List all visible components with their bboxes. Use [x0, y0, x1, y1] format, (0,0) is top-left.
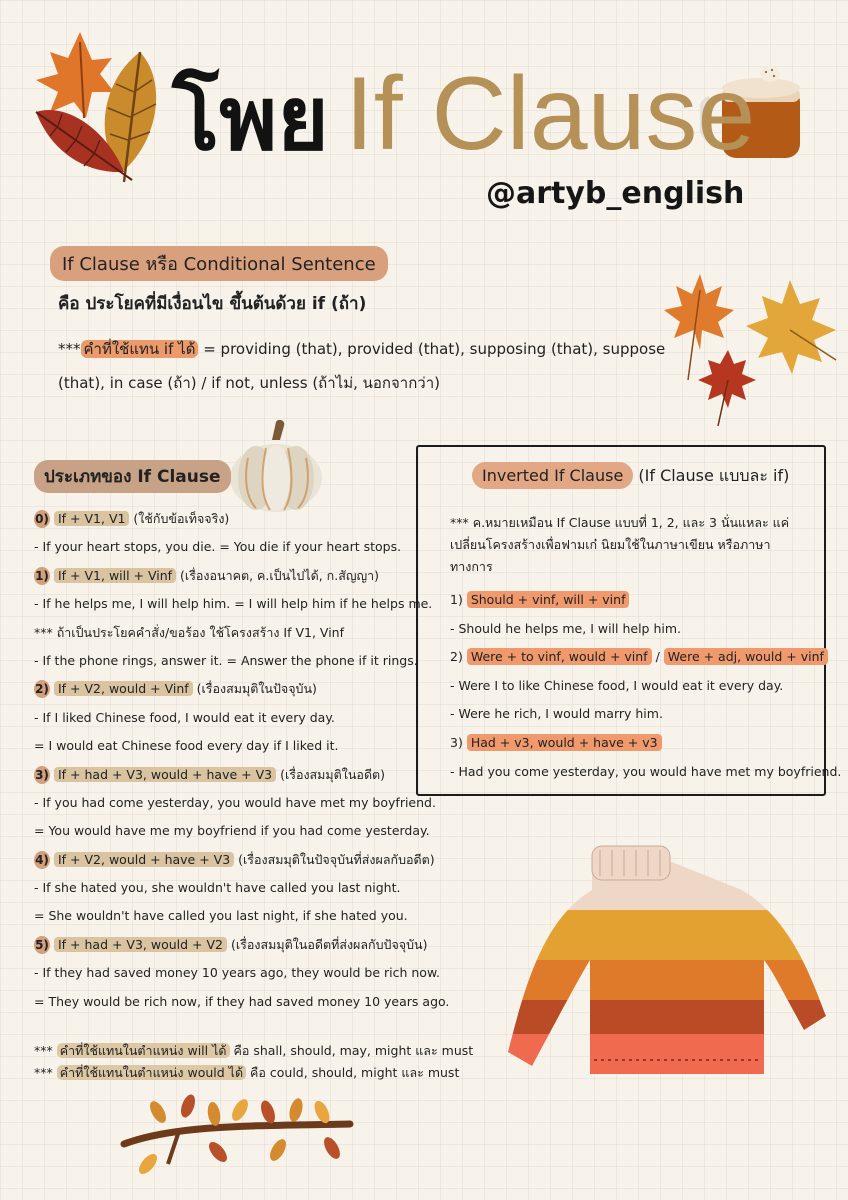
inverted-example-text: - Had you come yesterday, you would have met my boyfriend.: [450, 763, 842, 779]
note-line: [34, 1062, 474, 1084]
note-label: คำที่ใช้แทนในตำแหน่ง would ได้: [57, 1065, 246, 1080]
note-line: [34, 1040, 474, 1062]
maple-leaves-illustration: [660, 270, 840, 430]
type-number: 5): [35, 937, 49, 952]
type-formula: If + had + V3, would + have + V3: [54, 767, 276, 782]
inverted-example-row: [450, 758, 842, 787]
inverted-example-row: [450, 615, 820, 644]
type-number: 1): [35, 568, 49, 583]
note-label: คำที่ใช้แทนในตำแหน่ง will ได้: [57, 1043, 230, 1058]
type-example-text: = You would have me my boyfriend if you had come yesterday.: [34, 823, 430, 839]
type-formula-row: [34, 846, 439, 874]
inverted-example-row: [450, 672, 820, 701]
type-example-text: - If she hated you, she wouldn't have called you last night.: [34, 880, 401, 896]
substitute-notes: [34, 1040, 474, 1084]
type-example-row: [34, 959, 439, 987]
inverted-example-text: - Were he rich, I would marry him.: [450, 706, 663, 722]
inverted-formula-row: [450, 586, 820, 615]
types-list: [34, 505, 450, 1016]
type-example-row: [34, 988, 450, 1016]
inverted-example-row: [450, 700, 820, 729]
type-formula-row: [34, 675, 439, 703]
type-note: (เรื่องสมมุติในปัจจุบัน): [192, 681, 317, 697]
inverted-example-text: - Were I to like Chinese food, I would eat it every day.: [450, 677, 784, 693]
type-formula: If + V1, will + Vinf: [54, 568, 176, 583]
intro-heading: [50, 246, 388, 281]
author-handle: @artyb_english: [486, 176, 745, 211]
type-formula: If + V1, V1: [54, 511, 129, 526]
type-formula: If + V2, would + have + V3: [54, 852, 234, 867]
note-text: คือ could, should, might และ must: [246, 1065, 460, 1080]
type-formula: If + V2, would + Vinf: [54, 681, 193, 696]
type-example-text: *** ถ้าเป็นประโยคคำสั่ง/ขอร้อง ใช้โครงสร้าง If V1, Vinf: [34, 624, 345, 640]
alt-text: = providing (that), provided (that), supposing (that), suppose (that), in case (ถ้า) / if not, unless (ถ้าไม่, นอกจากว่า): [58, 340, 666, 392]
sweater-illustration: [502, 840, 832, 1090]
type-example-row: [34, 704, 439, 732]
maple-leaf-icon: [746, 280, 836, 374]
type-formula-row: [34, 761, 439, 789]
types-heading: [34, 460, 231, 493]
note-prefix: ***: [34, 1065, 57, 1080]
alt-label: คำที่ใช้แทน if ได้: [81, 340, 199, 358]
type-formula: If + had + V3, would + V2: [54, 937, 227, 952]
inverted-heading: [472, 462, 789, 489]
inverted-number: 1): [450, 592, 467, 607]
inverted-formula: Were + to vinf, would + vinf: [467, 648, 652, 665]
type-note: (เรื่องสมมุติในปัจจุบันที่ส่งผลกับอดีต): [234, 851, 435, 867]
inverted-separator: /: [651, 649, 664, 665]
autumn-leaves-illustration: [28, 22, 178, 192]
type-example-text: - If I liked Chinese food, I would eat it every day.: [34, 709, 335, 725]
inverted-formula-row: [450, 643, 824, 672]
title-thai: โพย: [172, 67, 329, 170]
inverted-formula-row: [450, 729, 820, 758]
type-example-row: [34, 647, 439, 675]
note-text: คือ shall, should, may, might และ must: [229, 1043, 474, 1058]
type-number: 4): [35, 852, 49, 867]
type-formula-row: [34, 562, 439, 590]
intro-alternatives: [58, 332, 678, 400]
type-note: (เรื่องสมมุติในอดีต): [276, 766, 386, 782]
type-formula-row: [34, 931, 439, 959]
type-note: (ใช้กับข้อเท็จจริง): [129, 511, 230, 526]
inverted-example-text: - Should he helps me, I will help him.: [450, 620, 682, 636]
title-english: If Clause: [344, 56, 756, 172]
page-title: [172, 48, 755, 178]
inverted-heading-note: (If Clause แบบละ if): [633, 466, 790, 485]
inverted-heading-label: Inverted If Clause: [472, 462, 633, 489]
type-example-row: [34, 533, 439, 561]
type-example-row: [34, 817, 439, 845]
type-number: 3): [35, 767, 49, 782]
inverted-formula: Were + adj, would + vinf: [664, 648, 828, 665]
autumn-branch-illustration: [118, 1094, 358, 1182]
type-note: (เรื่องอนาคต, ค.เป็นไปได้, ก.สัญญา): [176, 567, 380, 583]
type-example-row: [34, 619, 439, 647]
type-example-text: - If they had saved money 10 years ago, they would be rich now.: [34, 965, 440, 981]
inverted-number: 2): [450, 649, 467, 665]
type-example-text: - If you had come yesterday, you would have met my boyfriend.: [34, 794, 436, 810]
type-example-row: [34, 874, 439, 902]
type-example-row: [34, 789, 439, 817]
type-number: 2): [35, 682, 49, 697]
type-formula-row: [34, 505, 439, 533]
type-example-row: [34, 902, 439, 930]
type-example-row: [34, 732, 439, 760]
inverted-formula: Had + v3, would + have + v3: [467, 734, 662, 751]
maple-leaf-icon: [698, 350, 756, 426]
type-example-row: [34, 590, 439, 618]
type-note: (เรื่องสมมุติในอดีตที่ส่งผลกับปัจจุบัน): [227, 936, 428, 952]
type-example-text: = They would be rich now, if they had saved money 10 years ago.: [34, 993, 450, 1009]
note-prefix: ***: [34, 1043, 57, 1058]
type-number: 0): [35, 512, 49, 526]
type-example-text: - If he helps me, I will help him. = I will help him if he helps me.: [34, 596, 433, 612]
type-example-text: = I would eat Chinese food every day if I liked it.: [34, 738, 339, 754]
pumpkin-icon: [226, 418, 326, 514]
type-example-text: = She wouldn't have called you last night, if she hated you.: [34, 908, 408, 924]
types-heading-label: ประเภทของ If Clause: [34, 460, 231, 493]
intro-definition: คือ ประโยคที่มีเงื่อนไข ขึ้นต้นด้วย if (ถ้า): [58, 294, 367, 314]
type-example-text: - If your heart stops, you die. = You die if your heart stops.: [34, 539, 402, 555]
type-example-text: - If the phone rings, answer it. = Answer the phone if it rings.: [34, 652, 418, 668]
inverted-description: *** ค.หมายเหมือน If Clause แบบที่ 1, 2, และ 3 นั่นแหละ แค่เปลี่ยนโครงสร้างเพื่อฟามเก๋ นิยมใช้ในภาษาเขียน หรือภาษาทางการ: [450, 515, 790, 574]
inverted-formula: Should + vinf, will + vinf: [467, 591, 630, 608]
alt-prefix: ***: [58, 340, 81, 358]
inverted-list: [450, 586, 842, 786]
intro-heading-label: If Clause หรือ Conditional Sentence: [50, 246, 388, 281]
inverted-number: 3): [450, 734, 467, 750]
orange-leaf-icon: [36, 32, 114, 118]
